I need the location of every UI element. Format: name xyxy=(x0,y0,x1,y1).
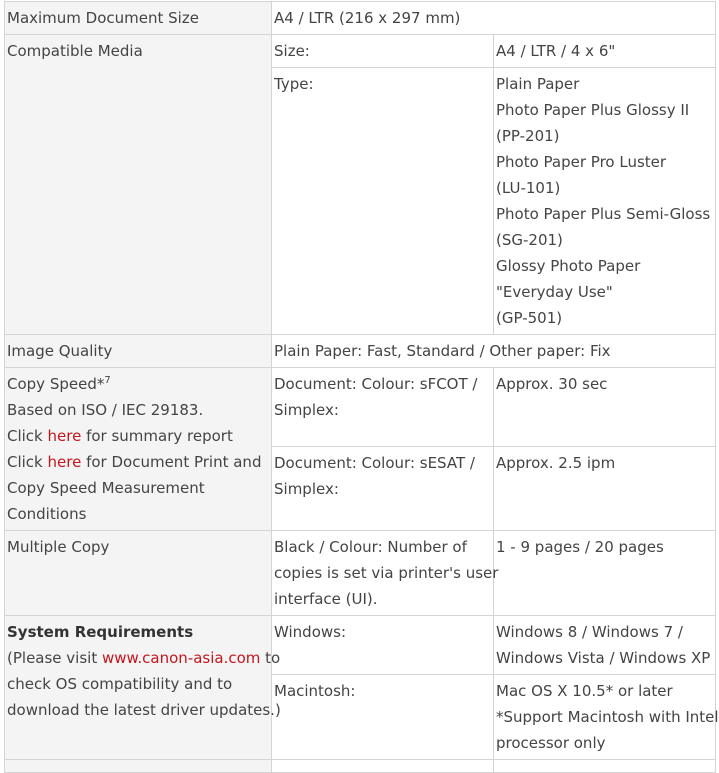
conditions-text: Copy Speed Measurement xyxy=(7,479,205,497)
sfcot-label-cont: Simplex: xyxy=(274,401,339,419)
windows-value: Windows 8 / Windows 7 / xyxy=(496,623,683,641)
system-note: (Please visit xyxy=(7,649,102,667)
row-value xyxy=(494,531,716,616)
row-label xyxy=(5,2,272,35)
macintosh-label: Macintosh: xyxy=(274,682,356,700)
windows-value: Windows Vista / Windows XP xyxy=(496,649,711,667)
media-type-label: Type: xyxy=(274,75,314,93)
system-note: download the latest driver updates.) xyxy=(7,701,281,719)
canon-asia-link[interactable]: www.canon-asia.com xyxy=(101,649,261,667)
media-type-item: (LU-101) xyxy=(496,179,561,197)
table-row xyxy=(5,2,716,35)
row-value xyxy=(272,335,716,368)
multiple-copy-desc: interface (UI). xyxy=(274,590,378,608)
footnote-marker: 7 xyxy=(104,375,111,386)
system-requirements-title: System Requirements xyxy=(7,623,194,641)
media-type-list xyxy=(494,68,716,335)
macintosh-value: Mac OS X 10.5* or later xyxy=(496,682,673,700)
table-row xyxy=(5,368,716,447)
system-note: check OS compatibility and to xyxy=(7,675,233,693)
row-sublabel xyxy=(272,368,494,447)
media-type-item: Glossy Photo Paper xyxy=(496,257,641,275)
macintosh-value: *Support Macintosh with Intel xyxy=(496,708,719,726)
image-quality-value: Plain Paper: Fast, Standard / Other paper: Fix xyxy=(274,342,611,360)
row-value xyxy=(494,675,719,760)
sfcot-label: Document: Colour: sFCOT / xyxy=(274,375,478,393)
conditions-text: for Document Print and xyxy=(81,453,262,471)
image-quality-label: Image Quality xyxy=(7,342,113,360)
table-row xyxy=(5,35,716,68)
media-type-item: Plain Paper xyxy=(496,75,580,93)
media-type-item: (PP-201) xyxy=(496,127,560,145)
table-row xyxy=(5,760,716,773)
conditions-text: Conditions xyxy=(7,505,87,523)
click-text: Click xyxy=(7,453,48,471)
table-row xyxy=(5,616,716,675)
copy-speed-cell xyxy=(5,368,272,531)
system-requirements-cell xyxy=(5,616,281,760)
multiple-copy-desc: copies is set via printer's user xyxy=(274,564,499,582)
media-type-item: "Everyday Use" xyxy=(496,283,613,301)
row-value xyxy=(494,447,716,531)
system-note: to xyxy=(260,649,281,667)
summary-report-text: for summary report xyxy=(81,427,233,445)
row-value xyxy=(494,35,716,68)
copy-speed-label: Copy Speed* xyxy=(7,375,105,393)
row-label xyxy=(5,35,272,335)
row-sublabel xyxy=(272,35,494,68)
row-value xyxy=(494,368,716,447)
specifications-table xyxy=(4,1,719,773)
row-sublabel xyxy=(272,447,494,531)
multiple-copy-value: 1 - 9 pages / 20 pages xyxy=(496,538,664,556)
media-size-label: Size: xyxy=(274,42,310,60)
macintosh-value: processor only xyxy=(496,734,606,752)
media-type-item: Photo Paper Plus Semi-Gloss xyxy=(496,205,711,223)
media-type-item: (SG-201) xyxy=(496,231,563,249)
summary-report-link[interactable]: here xyxy=(47,427,82,445)
copy-speed-basis: Based on ISO / IEC 29183. xyxy=(7,401,204,419)
row-sublabel xyxy=(272,68,494,335)
row-sublabel xyxy=(272,675,494,760)
measurement-conditions-link[interactable]: here xyxy=(47,453,82,471)
row-sublabel xyxy=(272,531,499,616)
windows-label: Windows: xyxy=(274,623,347,641)
click-text: Click xyxy=(7,427,48,445)
row-value xyxy=(272,2,716,35)
table-row xyxy=(5,531,716,616)
max-doc-size-value: A4 / LTR (216 x 297 mm) xyxy=(274,9,461,27)
multiple-copy-desc: Black / Colour: Number of xyxy=(274,538,467,556)
media-type-item: (GP-501) xyxy=(496,309,563,327)
media-type-item: Photo Paper Plus Glossy II xyxy=(496,101,690,119)
table-row xyxy=(5,335,716,368)
row-label xyxy=(5,531,272,616)
sesat-value: Approx. 2.5 ipm xyxy=(496,454,616,472)
row-value xyxy=(494,616,716,675)
multiple-copy-label: Multiple Copy xyxy=(7,538,110,556)
row-sublabel xyxy=(272,616,494,675)
sfcot-value: Approx. 30 sec xyxy=(496,375,608,393)
compatible-media-label: Compatible Media xyxy=(7,42,143,60)
media-type-item: Photo Paper Pro Luster xyxy=(496,153,667,171)
max-doc-size-label: Maximum Document Size xyxy=(7,9,199,27)
media-size-value: A4 / LTR / 4 x 6" xyxy=(496,42,616,60)
sesat-label-cont: Simplex: xyxy=(274,480,339,498)
sesat-label: Document: Colour: sESAT / xyxy=(274,454,475,472)
row-label xyxy=(5,335,272,368)
